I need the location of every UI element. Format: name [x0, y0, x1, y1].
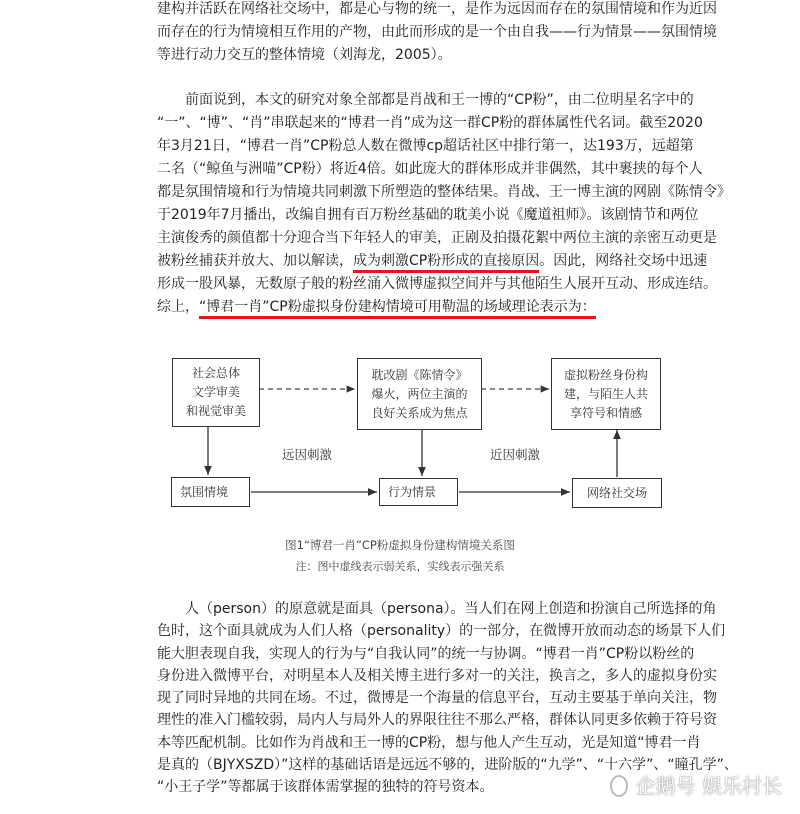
text-line: 形成一股风暴，无数原子般的粉丝涌入微博虚拟空间并与其他陌生人展开互动、形成连结。: [157, 276, 717, 292]
penguin-icon: [608, 773, 630, 797]
text-line: 主演俊秀的颜值都十分迎合当下年轻人的审美，正剧及拍摄花絮中两位主演的亲密互动更是: [157, 230, 717, 246]
label-near-stimulus: 近因刺激: [490, 447, 541, 462]
box-text: 虚拟粉丝身份构: [563, 367, 648, 382]
text-line: 而存在的行为情境相互作用的产物，由此而形成的是一个由自我——行为情景——氛围情境: [157, 24, 717, 40]
text-line: 建构并活跃在网络社交场中，都是心与物的统一，是作为远因而存在的氛围情境和作为近因: [157, 1, 717, 17]
text-line: 身份进入微博平台，对明星本人及相关博主进行多对一的关注，换言之，多人的虚拟身份实: [157, 667, 717, 684]
box-text: 网络社交场: [586, 485, 647, 500]
text-line: 都是氛围情境和行为情境共同刺激下所塑造的整体结果。肖战、王一博主演的网剧《陈情令》: [157, 184, 731, 200]
box-text: 氛围情境: [180, 484, 229, 499]
box-text: 建，与陌生人共: [563, 386, 648, 401]
text-line: “小王子学”等都属于该群体需掌握的独特的符号资本。: [157, 779, 494, 796]
text-line: 能大胆表现自我，实现人的行为与“自我认同”的统一与协调。“博君一肖”CP粉以粉丝的: [157, 645, 695, 662]
text: 综上，: [157, 299, 199, 315]
box-social-aesthetics: [172, 358, 260, 427]
box-drama: [357, 358, 482, 430]
figure-note: 注：图中虚线表示弱关系，实线表示强关系: [295, 560, 505, 573]
text-line: 色时，这个面具就成为人们人格（personality）的一部分，在微博开放而动态的场景下人们: [157, 623, 726, 640]
box-text: 良好关系成为焦点: [371, 405, 468, 420]
underlined-text: “博君一肖”CP粉虚拟身份建构情境可用勒温的场域理论表示为：: [199, 299, 596, 319]
figure-caption: 图1“博君一肖”CP粉虚拟身份建构情境关系图: [285, 538, 515, 552]
text-line: 二名（“鲸鱼与洲喵”CP粉）将近4倍。如此庞大的群体形成并非偶然，其中裹挟的每个人: [157, 161, 703, 177]
text: 被粉丝捕获并放大、加以解读，: [157, 253, 353, 269]
underlined-text: 成为刺激CP粉形成的直接原因: [353, 253, 539, 273]
label-remote-stimulus: 远因刺激: [282, 447, 333, 462]
text-line: 现了同时异地的共同在场。不过，微博是一个海量的信息平台，互动主要基于单向关注，物: [157, 690, 717, 707]
text-line: 等进行动力交互的整体情境（刘海龙，2005）。: [157, 47, 452, 63]
text-line: 前面说到，本文的研究对象全部都是肖战和王一博的“CP粉”，由二位明星名字中的: [157, 92, 694, 108]
watermark-text: 企鹅号 娱乐村长: [635, 774, 782, 798]
box-behavior: [379, 478, 458, 506]
box-text: 耽改剧《陈情令》: [371, 367, 468, 382]
watermark: [608, 770, 782, 799]
text-line: “一”、“博”、“肖”串联起来的“博君一肖”成为这一群CP粉的群体属性代名词。截至2020: [157, 115, 703, 131]
box-virtual-identity: [551, 358, 661, 430]
text-line: 人（person）的原意就是面具（persona）。当人们在网上创造和扮演自己所选择的角: [157, 601, 717, 617]
text: 。因此，网络社交场中迅速: [539, 253, 708, 269]
text-line: 理性的准入门槛较弱，局内人与局外人的界限往往不那么严格，群体认同更多依赖于符号资: [157, 712, 717, 729]
box-text: 享符号和情感: [569, 405, 642, 420]
text-line: 于2019年7月播出，改编自拥有百万粉丝基础的耽美小说《魔道祖师》。该剧情节和两位: [157, 207, 699, 223]
text-line: 是真的（BJYXSZD）”这样的基础话语是远远不够的，进阶版的“九学”、“十六学”、“瞳孔学”、: [157, 757, 738, 774]
box-text: 文学审美: [191, 385, 240, 399]
box-text: 爆火，两位主演的: [371, 386, 468, 401]
box-text: 社会总体: [191, 366, 240, 380]
box-text: 和视觉审美: [185, 404, 246, 418]
box-network-social-field: [572, 478, 662, 508]
box-atmosphere: [171, 477, 250, 507]
text-line: 本等匹配机制。比如作为肖战和王一博的CP粉，想与他人产生互动，光是知道“博君一肖: [157, 734, 701, 751]
box-text: 行为情景: [388, 484, 437, 499]
text-line: 年3月21日，“博君一肖”CP粉总人数在微博cp超话社区中排行第一，达193万，远超第: [157, 138, 694, 154]
